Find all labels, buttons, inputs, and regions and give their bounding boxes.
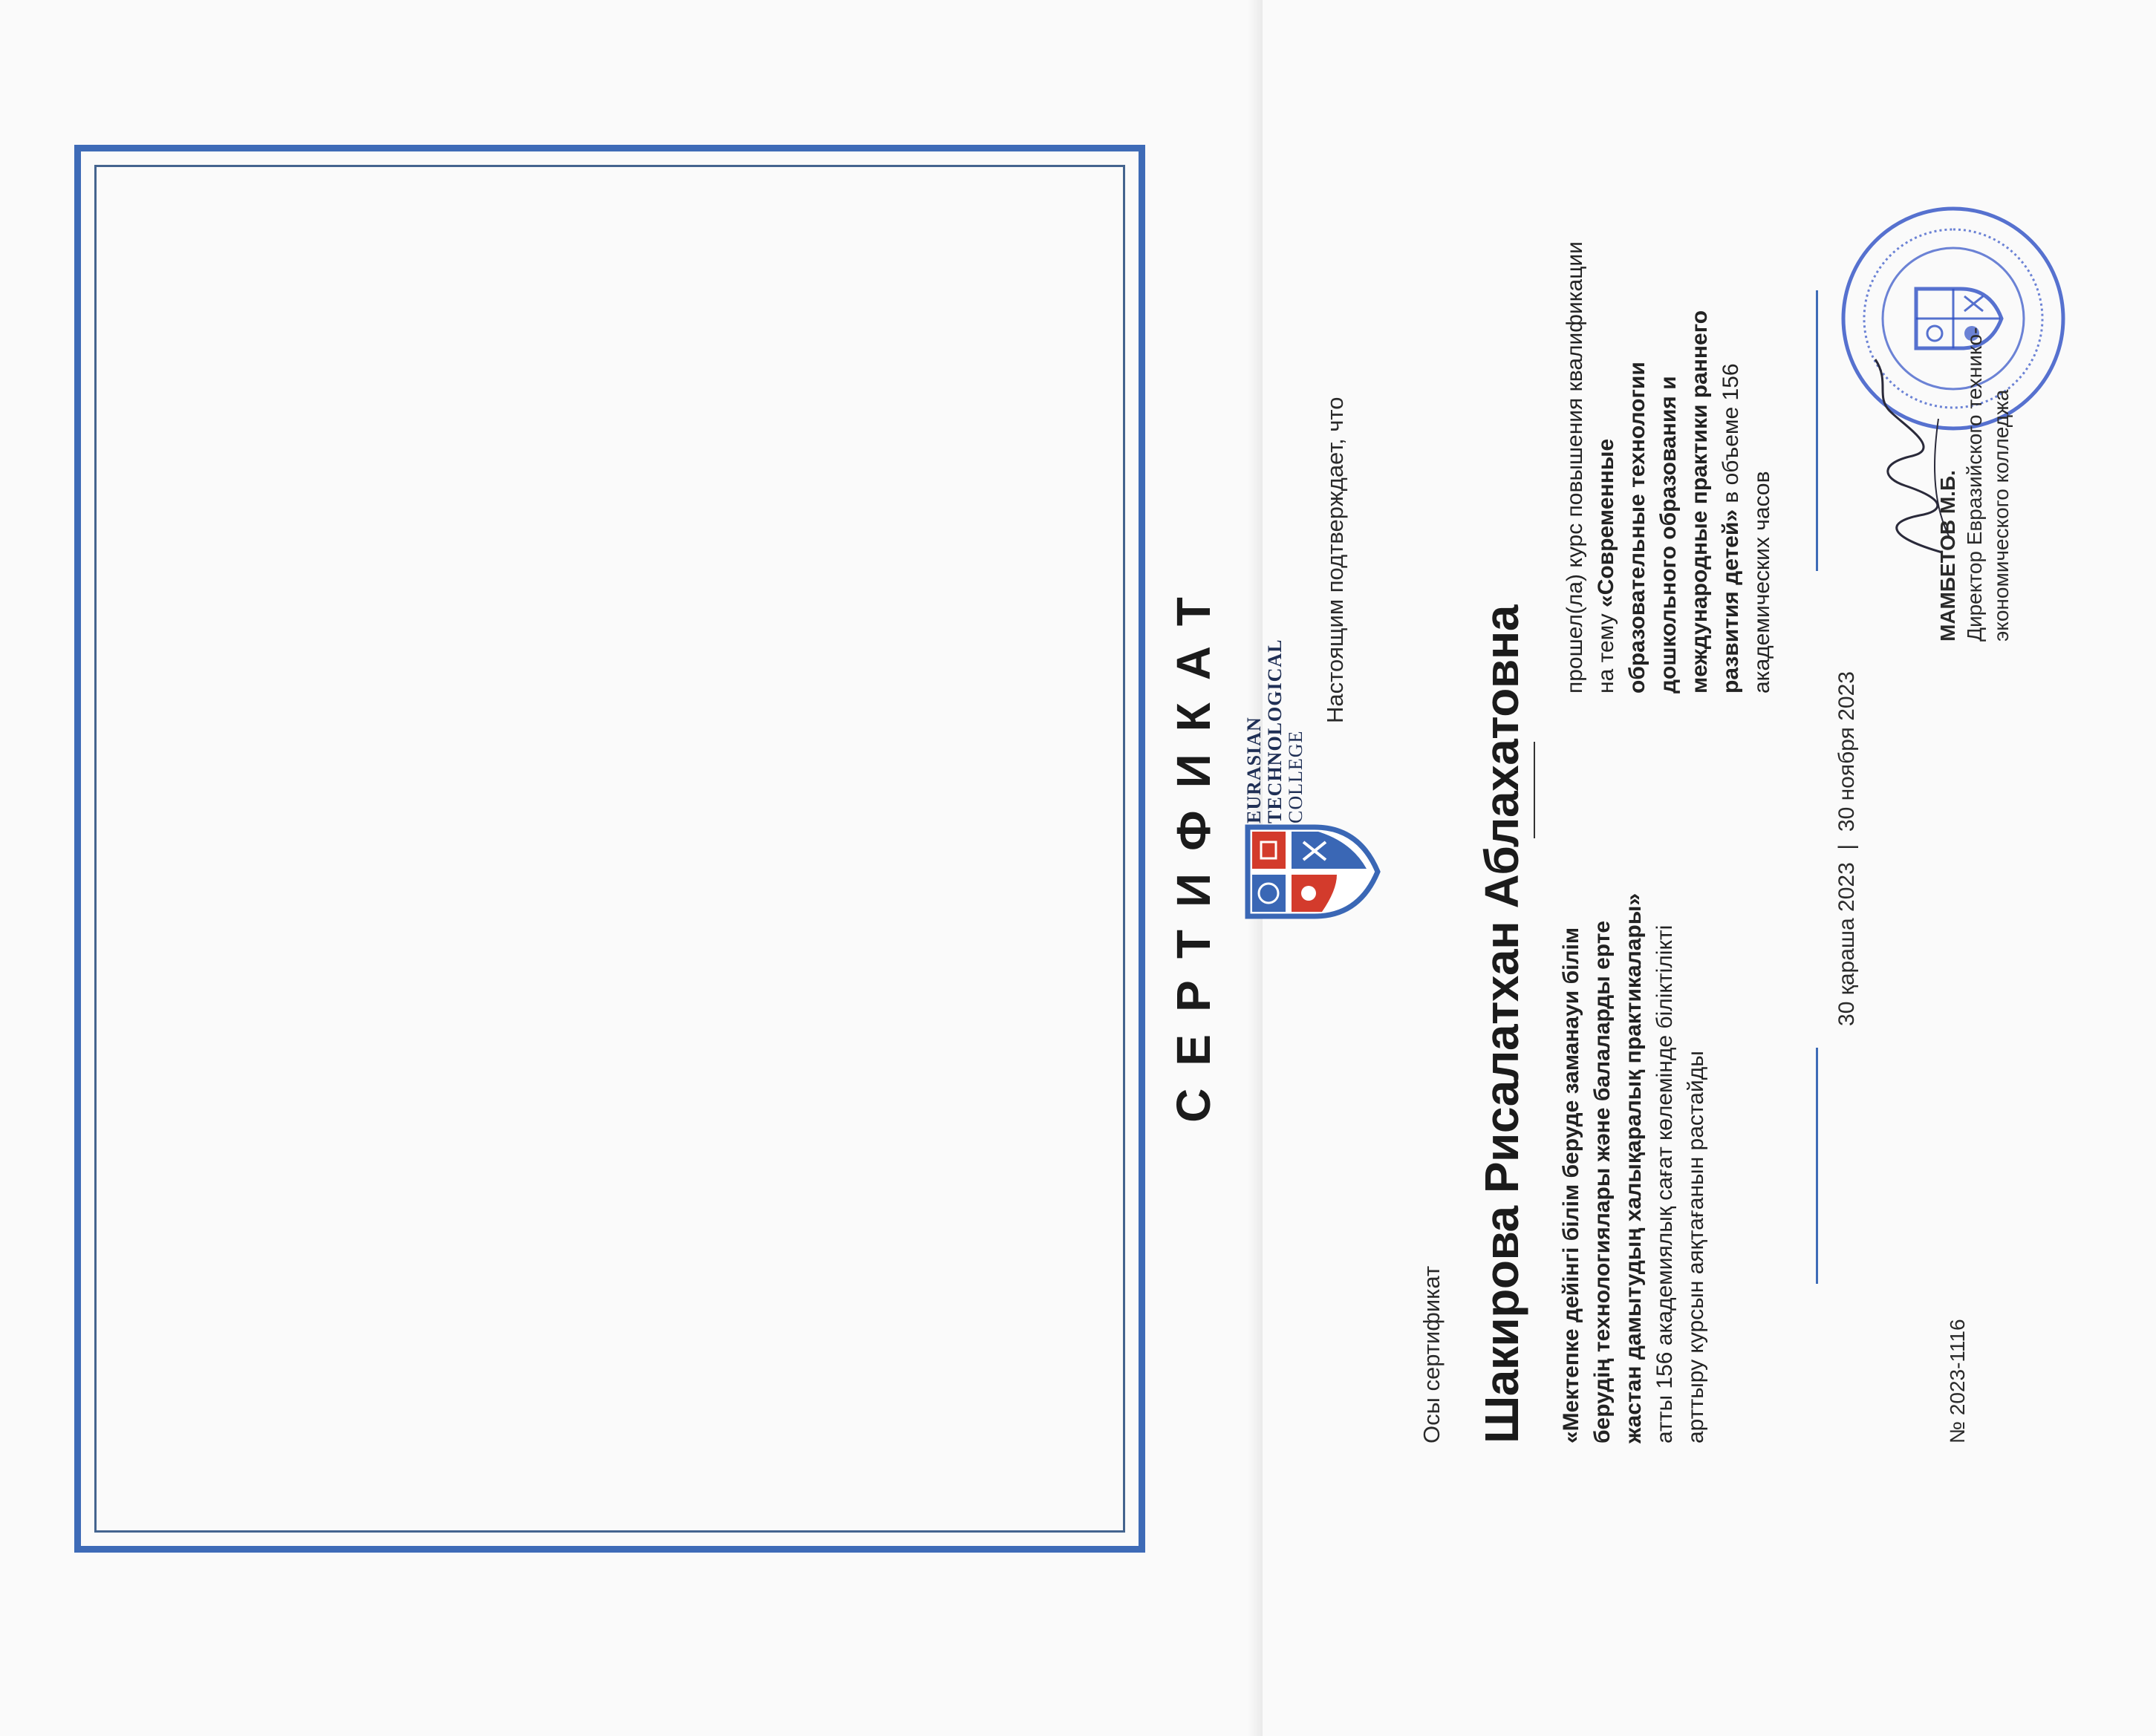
certificate-body: [1125, 165, 2156, 1533]
divider-left: [1816, 1048, 1818, 1284]
director-block: [1935, 226, 2015, 642]
course-text-ru: [1560, 233, 1778, 694]
intro-ru: Настоящим подтверждает, что: [1322, 397, 1348, 723]
course-rest-ru: в объеме 156 академических часов: [1719, 363, 1774, 694]
course-text-kz: [1556, 872, 1712, 1443]
recipient-name: Шакирова Рисалатхан Аблахатовна: [1475, 605, 1528, 1443]
certificate-number: № 2023-1116: [1946, 1319, 1969, 1443]
inner-border: [94, 165, 1125, 1533]
college-name-line2: TECHNOLOGICAL: [1264, 639, 1286, 823]
college-name: [1244, 639, 1306, 824]
course-title-kz: «Мектепке дейінгі білім беруде заманауи білім берудің технологиялары және балаларды ерте жастан дамытудың халықаралық практикалары»: [1559, 893, 1646, 1443]
course-lead-ru: прошел(ла) курс повышения квалификации на тему: [1563, 241, 1618, 694]
course-rest-kz: атты 156 академиялық сағат көлемінде біліктілікті арттыру курсын аяқтағанын растайды: [1652, 924, 1708, 1443]
intro-kz: Осы сертификат: [1419, 1265, 1445, 1443]
issue-dates: 30 қараша 2023 | 30 ноября 2023: [1834, 671, 1859, 1026]
college-name-line3: COLLEGE: [1285, 730, 1306, 823]
name-underline: [1534, 742, 1535, 838]
divider-right: [1816, 290, 1818, 571]
director-title-line2: экономического колледжа: [1990, 389, 2013, 642]
certificate-title: СЕРТИФИКАТ: [1167, 575, 1220, 1123]
college-name-line1: EURASIAN: [1243, 717, 1265, 823]
director-name: МАМБЕТОВ М.Б.: [1936, 470, 1959, 642]
director-title-line1: Директор Евразийского технико-: [1963, 327, 1986, 642]
course-title-ru: «Современные образовательные технологии дошкольного образования и международные практики раннего развития детей»: [1594, 310, 1743, 694]
